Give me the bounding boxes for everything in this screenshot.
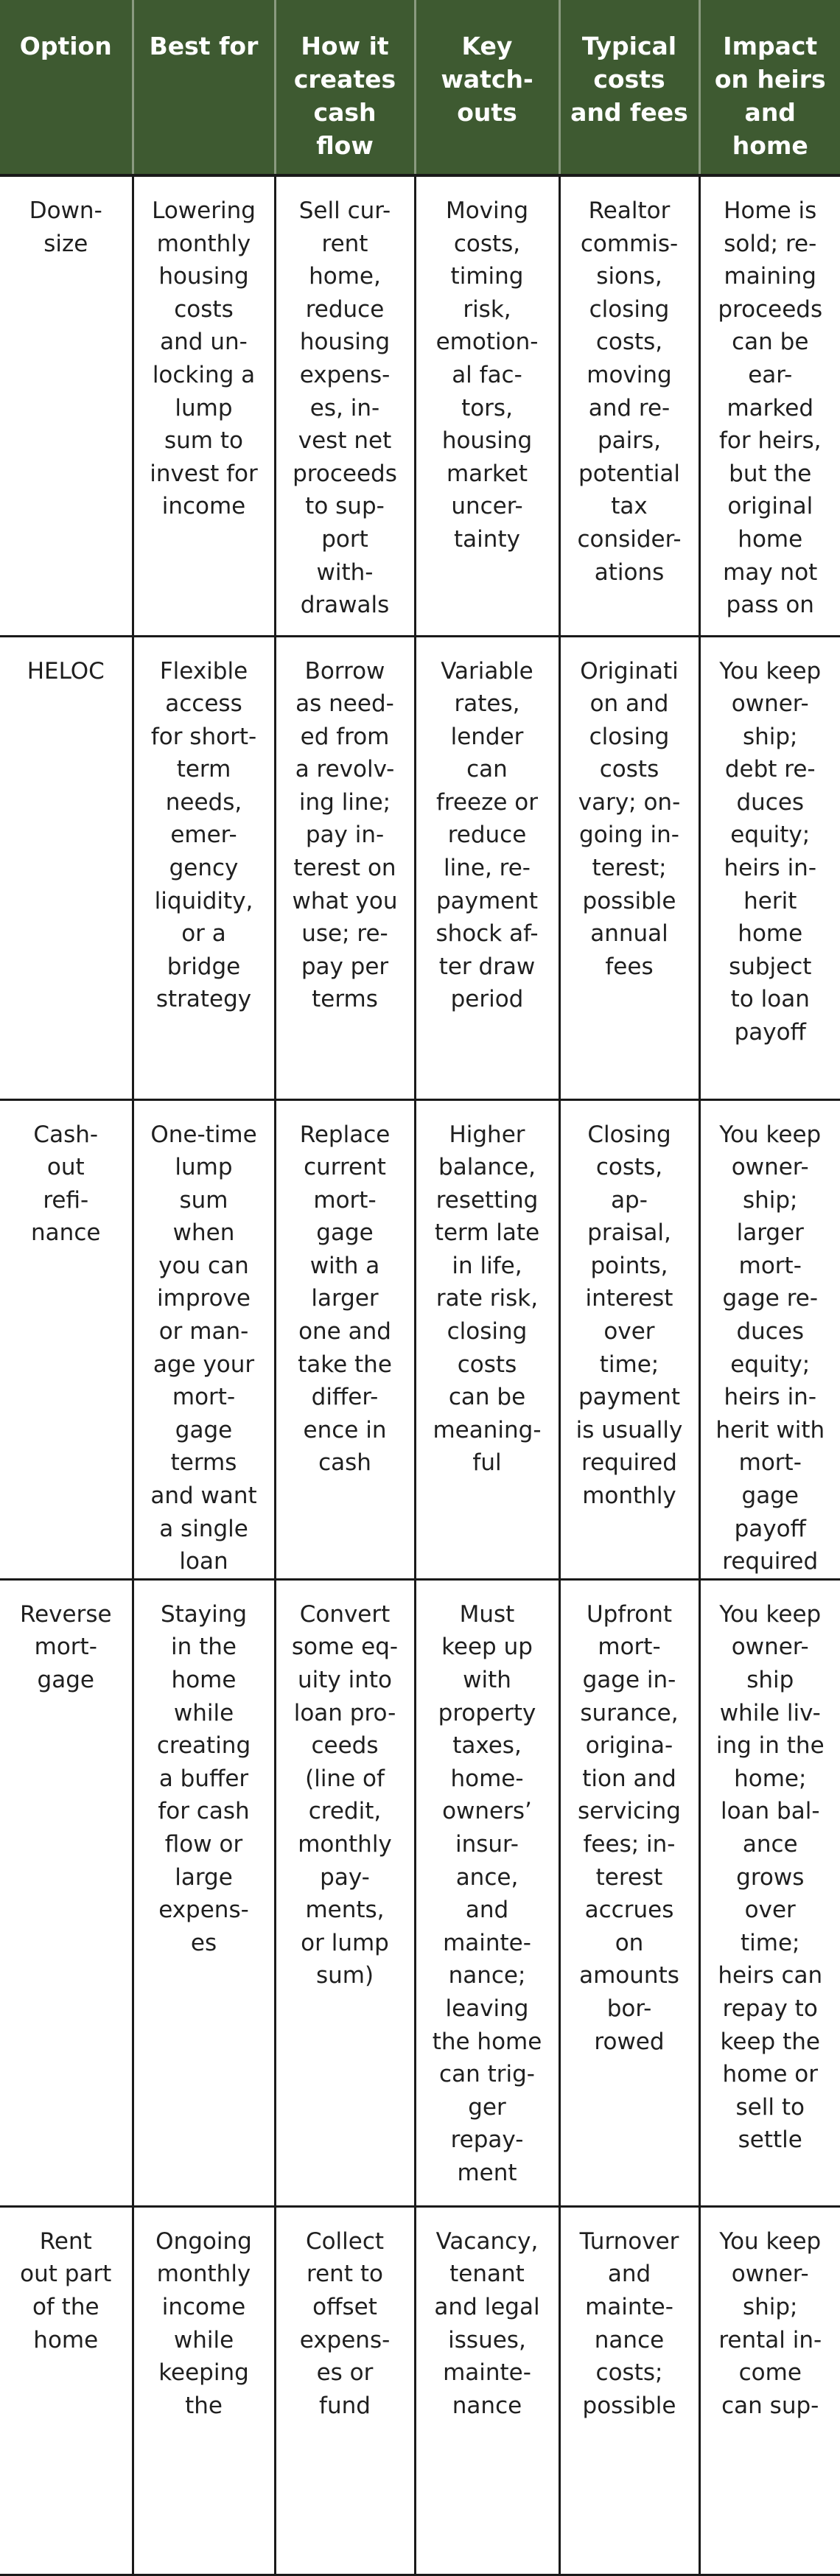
cell-costs: Upfront mort- gage in- surance, origina- tion and servicing fees; in- terest accrues on amounts bor- rowed [559,1579,699,2206]
cell-watchouts: Variable rates, lender can freeze or reduce line, re- payment shock af- ter draw period [415,636,559,1099]
cell-option: Reverse mort- gage [0,1579,133,2206]
table-row [0,636,840,1099]
cell-impact: You keep owner- ship; rental in- come can sup- [699,2206,840,2575]
header-row [0,0,840,175]
cell-cash-flow: Convert some eq- uity into loan pro- ceeds (line of credit, monthly pay- ments, or lump sum) [275,1579,415,2206]
cell-best-for: Staying in the home while creating a buffer for cash flow or large expens- es [133,1579,275,2206]
cell-cash-flow: Replace current mort- gage with a larger one and take the differ- ence in cash [275,1099,415,1579]
cell-option: Cash- out refi- nance [0,1099,133,1579]
cell-costs: Closing costs, ap- praisal, points, interest over time; payment is usually required monthly [559,1099,699,1579]
cell-cash-flow: Borrow as need- ed from a revolv- ing line; pay in- terest on what you use; re- pay per terms [275,636,415,1099]
table-row [0,2206,840,2575]
cell-impact: You keep owner- ship; larger mort- gage re- duces equity; heirs in- herit with mort- gage payoff required [699,1099,840,1579]
cell-option: Rent out part of the home [0,2206,133,2575]
cell-watchouts: Higher balance, resetting term late in life, rate risk, closing costs can be meaning- ful [415,1099,559,1579]
cell-best-for: Ongoing monthly income while keeping the [133,2206,275,2575]
cell-watchouts: Must keep up with property taxes, home- owners’ insur- ance, and mainte- nance; leaving the home can trig- ger repay- ment [415,1579,559,2206]
cell-impact: You keep owner- ship; debt re- duces equity; heirs in- herit home subject to loan payoff [699,636,840,1099]
cell-impact: You keep owner- ship while liv- ing in the home; loan bal- ance grows over time; heirs can repay to keep the home or sell to settle [699,1579,840,2206]
cell-impact: Home is sold; re- maining proceeds can be ear- marked for heirs, but the original home may not pass on [699,175,840,636]
cell-costs: Realtor commis- sions, closing costs, moving and re- pairs, potential tax consider- ations [559,175,699,636]
table-row [0,175,840,636]
header-best-for: Best for [133,0,275,175]
cell-best-for: Lowering monthly housing costs and un- locking a lump sum to invest for income [133,175,275,636]
cell-watchouts: Vacancy, tenant and legal issues, mainte- nance [415,2206,559,2575]
cell-best-for: One-time lump sum when you can improve or man- age your mort- gage terms and want a single loan [133,1099,275,1579]
header-option: Option [0,0,133,175]
cell-cash-flow: Collect rent to offset expens- es or fund [275,2206,415,2575]
header-key-watchouts: Key watch- outs [415,0,559,175]
header-how-it-creates-cash-flow: How it creates cash flow [275,0,415,175]
table-row [0,1579,840,2206]
cell-costs: Turnover and mainte- nance costs; possible [559,2206,699,2575]
cell-option: Down- size [0,175,133,636]
cell-costs: Originati on and closing costs vary; on- going in- terest; possible annual fees [559,636,699,1099]
table-header [0,0,840,175]
table-row [0,1099,840,1579]
cell-best-for: Flexible access for short- term needs, emer- gency liquidity, or a bridge strategy [133,636,275,1099]
cell-cash-flow: Sell cur- rent home, reduce housing expens- es, in- vest net proceeds to sup- port with- drawals [275,175,415,636]
table-body [0,175,840,2575]
cell-option: HELOC [0,636,133,1099]
header-typical-costs-and-fees: Typical costs and fees [559,0,699,175]
header-impact-on-heirs-and-home: Impact on heirs and home [699,0,840,175]
cell-watchouts: Moving costs, timing risk, emotion- al fac- tors, housing market uncer- tainty [415,175,559,636]
